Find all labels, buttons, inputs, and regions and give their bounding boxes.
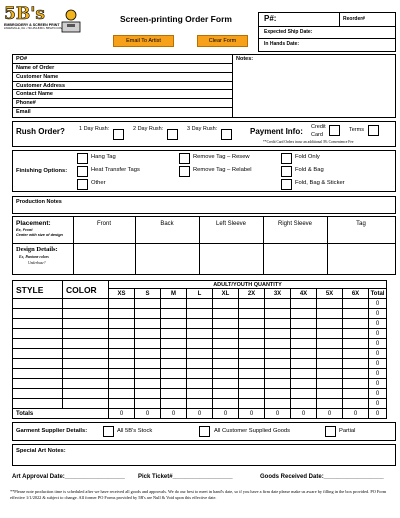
design-details-sub2: Underbase?: [28, 261, 46, 265]
placement-column-header: Front: [96, 221, 111, 227]
supplier-5bs-stock-checkbox[interactable]: [103, 426, 114, 437]
design-details-label: Design Details:: [16, 246, 58, 253]
quantity-cell[interactable]: [109, 339, 135, 349]
rush-option-label: 1 Day Rush:: [79, 126, 110, 132]
quantity-cell[interactable]: [135, 329, 161, 339]
quantity-cell[interactable]: [291, 359, 317, 369]
supplier-customer-goods-checkbox[interactable]: [199, 426, 210, 437]
column-total-cell: 0: [239, 409, 265, 419]
row-total-cell: 0: [369, 399, 387, 409]
quantity-cell[interactable]: [343, 399, 369, 409]
quantity-cell[interactable]: [291, 299, 317, 309]
quantity-cell[interactable]: [317, 309, 343, 319]
total-column-header: Total: [369, 289, 387, 299]
quantity-cell[interactable]: [213, 349, 239, 359]
quantity-cell[interactable]: [109, 359, 135, 369]
quantity-cell[interactable]: [161, 369, 187, 379]
quantity-cell[interactable]: [291, 389, 317, 399]
quantity-cell[interactable]: [265, 309, 291, 319]
quantity-cell[interactable]: [161, 399, 187, 409]
column-total-cell: 0: [265, 409, 291, 419]
quantity-cell[interactable]: [187, 349, 213, 359]
quantity-cell[interactable]: [317, 359, 343, 369]
customer-field-label: Contact Name: [16, 91, 53, 98]
quantity-cell[interactable]: [239, 399, 265, 409]
quantity-cell[interactable]: [239, 339, 265, 349]
table-row: [13, 329, 387, 339]
size-column-header: XL: [213, 289, 239, 299]
column-total-cell: 0: [187, 409, 213, 419]
size-column-header: 2X: [239, 289, 265, 299]
quantity-cell[interactable]: [161, 349, 187, 359]
table-row: [13, 379, 387, 389]
goods-received-date-field[interactable]: Goods Received Date:__________________: [260, 474, 384, 480]
production-notes-section[interactable]: [12, 196, 396, 214]
p-number-label: P#:: [264, 14, 277, 23]
design-details-sub1: Ex, Pantone colors: [19, 255, 49, 259]
quantity-cell[interactable]: [213, 369, 239, 379]
finishing-option-checkbox[interactable]: [281, 179, 292, 190]
color-cell[interactable]: [63, 309, 109, 319]
pick-ticket-field[interactable]: Pick Ticket#__________________: [138, 474, 233, 480]
customer-field-row[interactable]: [13, 55, 232, 64]
customer-field-label: Phone#: [16, 100, 36, 107]
size-quantity-table: [12, 280, 386, 419]
quantity-cell[interactable]: [343, 329, 369, 339]
quantity-cell[interactable]: [135, 379, 161, 389]
quantity-cell[interactable]: [109, 349, 135, 359]
quantity-cell[interactable]: [291, 329, 317, 339]
placement-column-header: Left Sleeve: [215, 221, 247, 227]
quantity-cell[interactable]: [239, 349, 265, 359]
quantity-cell[interactable]: [317, 399, 343, 409]
quantity-cell[interactable]: [135, 339, 161, 349]
size-column-header: 4X: [291, 289, 317, 299]
quantity-cell[interactable]: [161, 379, 187, 389]
finishing-option-label: Fold, Bag & Sticker: [295, 180, 345, 186]
style-cell[interactable]: [13, 389, 63, 399]
quantity-cell[interactable]: [213, 339, 239, 349]
quantity-cell[interactable]: [161, 329, 187, 339]
quantity-cell[interactable]: [291, 379, 317, 389]
email-artist-button[interactable]: [113, 35, 174, 47]
quantity-cell[interactable]: [135, 399, 161, 409]
quantity-cell[interactable]: [317, 349, 343, 359]
quantity-cell[interactable]: [187, 359, 213, 369]
quantity-cell[interactable]: [109, 319, 135, 329]
quantity-cell[interactable]: [343, 379, 369, 389]
quantity-cell[interactable]: [109, 379, 135, 389]
quantity-cell[interactable]: [187, 389, 213, 399]
column-total-cell: 0: [109, 409, 135, 419]
customer-field-row[interactable]: [13, 90, 232, 99]
terms-label: Terms: [349, 127, 364, 133]
quantity-cell[interactable]: [109, 309, 135, 319]
po-number-box[interactable]: [258, 12, 396, 52]
quantity-cell[interactable]: [161, 389, 187, 399]
quantity-cell[interactable]: [317, 379, 343, 389]
quantity-cell[interactable]: [213, 329, 239, 339]
quantity-cell[interactable]: [187, 399, 213, 409]
quantity-cell[interactable]: [265, 319, 291, 329]
ship-date-label: Expected Ship Date:: [259, 27, 395, 39]
finishing-option-label: Remove Tag – Relabel: [193, 167, 252, 173]
quantity-cell[interactable]: [187, 299, 213, 309]
customer-field-row[interactable]: [13, 73, 232, 82]
logo-address: ZANESVILLE, OH • 740-454-8453 • 5BSLTD.COM: [4, 27, 63, 30]
quantity-cell[interactable]: [161, 299, 187, 309]
quantity-cell[interactable]: [343, 299, 369, 309]
color-cell[interactable]: [63, 359, 109, 369]
garment-supplier-section: [12, 422, 396, 441]
hands-date-label: In Hands Date:: [264, 41, 300, 47]
notes-label: Notes:: [236, 56, 254, 62]
quantity-cell[interactable]: [213, 299, 239, 309]
credit-card-label-line2: Card: [311, 132, 323, 138]
quantity-cell[interactable]: [291, 369, 317, 379]
logo: [4, 4, 63, 34]
production-notes-label: Production Notes: [16, 199, 62, 205]
style-cell[interactable]: [13, 399, 63, 409]
totals-row: [13, 409, 387, 419]
color-cell[interactable]: [63, 329, 109, 339]
payment-note: **Credit Card Orders incur an additional 3% Convenience Fee: [263, 140, 354, 144]
row-total-cell: 0: [369, 369, 387, 379]
quantity-cell[interactable]: [135, 319, 161, 329]
row-total-cell: 0: [369, 339, 387, 349]
size-column-header: S: [135, 289, 161, 299]
quantity-cell[interactable]: [343, 369, 369, 379]
color-cell[interactable]: [63, 369, 109, 379]
quantity-cell[interactable]: [187, 379, 213, 389]
style-cell[interactable]: [13, 309, 63, 319]
quantity-cell[interactable]: [187, 369, 213, 379]
clear-form-button[interactable]: [197, 35, 248, 47]
quantity-cell[interactable]: [291, 319, 317, 329]
table-row: [13, 309, 387, 319]
customer-field-label: Email: [16, 109, 31, 116]
quantity-cell[interactable]: [161, 339, 187, 349]
placement-design-section: [12, 216, 396, 275]
page-title: Screen-printing Order Form: [120, 14, 232, 24]
row-total-cell: 0: [369, 379, 387, 389]
supplier-partial-label: Partial: [339, 428, 356, 434]
color-header: COLOR: [63, 281, 109, 299]
placement-column-header: Right Sleeve: [277, 221, 313, 227]
credit-card-checkbox[interactable]: [329, 125, 340, 136]
quantity-cell[interactable]: [213, 319, 239, 329]
special-art-notes-label: Special Art Notes:: [16, 448, 66, 454]
quantity-cell[interactable]: [161, 309, 187, 319]
rush-option-label: 2 Day Rush:: [133, 126, 164, 132]
finishing-option-label: Other: [91, 180, 106, 186]
table-row: [13, 399, 387, 409]
color-cell[interactable]: [63, 379, 109, 389]
footer-disclaimer: **Please note production time is scheduled after we have received all goods and approvals. We do our best to meet in hand's date, so if you have a firm date please make us aware by filling in the box provided. PO Form effective 1/1/2022 & subject to change. All former PO Forms provided by 5B's are Null & Void upon this effective date.: [10, 489, 387, 500]
column-total-cell: 0: [369, 409, 387, 419]
placement-sub2: Center with size of design: [16, 233, 63, 237]
table-row: [13, 339, 387, 349]
logo-figure-icon: [60, 8, 82, 34]
customer-field-row[interactable]: [13, 99, 232, 108]
quantity-cell[interactable]: [109, 329, 135, 339]
placement-label: Placement:: [16, 220, 51, 227]
table-row: [13, 319, 387, 329]
rush-option-label: 3 Day Rush:: [187, 126, 218, 132]
quantity-cell[interactable]: [213, 379, 239, 389]
quantity-cell[interactable]: [291, 399, 317, 409]
quantity-cell[interactable]: [135, 309, 161, 319]
quantity-cell[interactable]: [239, 299, 265, 309]
rush-option-checkbox[interactable]: [113, 129, 124, 140]
quantity-group-header: ADULT/YOUTH QUANTITY: [109, 281, 387, 289]
reorder-label: Reorder#: [343, 16, 365, 22]
quantity-cell[interactable]: [265, 299, 291, 309]
size-column-header: 5X: [317, 289, 343, 299]
placement-sub1: Ex, Front: [16, 228, 33, 232]
quantity-cell[interactable]: [265, 389, 291, 399]
quantity-cell[interactable]: [343, 359, 369, 369]
quantity-cell[interactable]: [291, 339, 317, 349]
quantity-cell[interactable]: [239, 369, 265, 379]
size-column-header: L: [187, 289, 213, 299]
style-header: STYLE: [13, 281, 63, 299]
quantity-cell[interactable]: [187, 309, 213, 319]
quantity-cell[interactable]: [239, 319, 265, 329]
color-cell[interactable]: [63, 389, 109, 399]
table-row: [13, 299, 387, 309]
finishing-option-checkbox[interactable]: [179, 166, 190, 177]
finishing-option-label: Heat Transfer Tags: [91, 167, 140, 173]
table-row: [13, 349, 387, 359]
size-column-header: 6X: [343, 289, 369, 299]
customer-field-label: Customer Name: [16, 73, 59, 80]
color-cell[interactable]: [63, 299, 109, 309]
column-total-cell: 0: [291, 409, 317, 419]
quantity-cell[interactable]: [343, 309, 369, 319]
table-row: [13, 389, 387, 399]
style-cell[interactable]: [13, 299, 63, 309]
quantity-cell[interactable]: [213, 389, 239, 399]
rush-order-label: Rush Order?: [16, 127, 65, 136]
logo-text: 5B's: [4, 4, 45, 24]
quantity-cell[interactable]: [213, 309, 239, 319]
finishing-option-label: Remove Tag – Resew: [193, 154, 250, 160]
customer-field-label: Name of Order: [16, 64, 55, 71]
quantity-cell[interactable]: [135, 369, 161, 379]
clear-form-label: Clear Form: [208, 38, 237, 44]
quantity-cell[interactable]: [109, 389, 135, 399]
finishing-option-label: Hang Tag: [91, 154, 116, 160]
column-total-cell: 0: [343, 409, 369, 419]
row-total-cell: 0: [369, 299, 387, 309]
customer-field-label: PO#: [16, 56, 28, 62]
style-cell[interactable]: [13, 349, 63, 359]
quantity-cell[interactable]: [213, 359, 239, 369]
quantity-cell[interactable]: [161, 319, 187, 329]
rush-option-checkbox[interactable]: [167, 129, 178, 140]
quantity-cell[interactable]: [239, 389, 265, 399]
table-row: [13, 359, 387, 369]
quantity-cell[interactable]: [265, 369, 291, 379]
quantity-cell[interactable]: [239, 329, 265, 339]
quantity-cell[interactable]: [135, 349, 161, 359]
quantity-cell[interactable]: [109, 399, 135, 409]
finishing-option-checkbox[interactable]: [77, 166, 88, 177]
customer-field-row[interactable]: [13, 82, 232, 91]
customer-field-row[interactable]: [13, 108, 232, 117]
customer-field-row[interactable]: [13, 64, 232, 73]
style-cell[interactable]: [13, 319, 63, 329]
quantity-cell[interactable]: [265, 329, 291, 339]
row-total-cell: 0: [369, 309, 387, 319]
quantity-cell[interactable]: [239, 379, 265, 389]
style-cell[interactable]: [13, 379, 63, 389]
quantity-cell[interactable]: [135, 359, 161, 369]
quantity-cell[interactable]: [109, 299, 135, 309]
rush-option-checkbox[interactable]: [221, 129, 232, 140]
quantity-cell[interactable]: [265, 359, 291, 369]
quantity-cell[interactable]: [135, 299, 161, 309]
quantity-cell[interactable]: [343, 389, 369, 399]
placement-column-header: Back: [160, 221, 174, 227]
quantity-cell[interactable]: [291, 309, 317, 319]
style-cell[interactable]: [13, 369, 63, 379]
totals-label: Totals: [13, 409, 109, 419]
art-approval-date-field[interactable]: Art Approval Date:__________________: [12, 474, 125, 480]
payment-info-label: Payment Info:: [250, 127, 303, 136]
garment-supplier-label: Garment Supplier Details:: [16, 428, 88, 434]
quantity-cell[interactable]: [135, 389, 161, 399]
quantity-cell[interactable]: [265, 399, 291, 409]
quantity-cell[interactable]: [213, 399, 239, 409]
quantity-cell[interactable]: [317, 389, 343, 399]
quantity-cell[interactable]: [291, 349, 317, 359]
quantity-cell[interactable]: [265, 339, 291, 349]
finishing-section: [12, 150, 396, 192]
table-row: [13, 369, 387, 379]
color-cell[interactable]: [63, 399, 109, 409]
supplier-5bs-stock-label: All 5B's Stock: [117, 428, 153, 434]
quantity-cell[interactable]: [317, 319, 343, 329]
supplier-partial-checkbox[interactable]: [325, 426, 336, 437]
quantity-cell[interactable]: [187, 319, 213, 329]
credit-card-label-line1: Credit: [311, 124, 326, 130]
row-total-cell: 0: [369, 329, 387, 339]
supplier-customer-goods-label: All Customer Supplied Goods: [214, 428, 291, 434]
size-column-header: XS: [109, 289, 135, 299]
finishing-option-label: Fold Only: [295, 154, 320, 160]
quantity-cell[interactable]: [317, 299, 343, 309]
quantity-cell[interactable]: [317, 329, 343, 339]
finishing-option-label: Fold & Bag: [295, 167, 324, 173]
size-column-header: M: [161, 289, 187, 299]
email-artist-label: Email To Artist: [126, 38, 161, 44]
color-cell[interactable]: [63, 349, 109, 359]
size-column-header: 3X: [265, 289, 291, 299]
column-total-cell: 0: [213, 409, 239, 419]
quantity-cell[interactable]: [317, 369, 343, 379]
logo-subtitle: EMBROIDERY & SCREEN PRINT: [4, 23, 60, 27]
customer-info-section: [12, 54, 396, 118]
column-total-cell: 0: [135, 409, 161, 419]
quantity-cell[interactable]: [239, 359, 265, 369]
style-cell[interactable]: [13, 339, 63, 349]
quantity-cell[interactable]: [187, 329, 213, 339]
quantity-cell[interactable]: [187, 339, 213, 349]
finishing-label: Finishing Options:: [16, 168, 68, 174]
finishing-option-checkbox[interactable]: [281, 153, 292, 164]
column-total-cell: 0: [161, 409, 187, 419]
rush-payment-section: [12, 121, 396, 147]
color-cell[interactable]: [63, 339, 109, 349]
placement-column-header: Tag: [356, 221, 366, 227]
quantity-cell[interactable]: [239, 309, 265, 319]
row-total-cell: 0: [369, 359, 387, 369]
special-art-notes-section[interactable]: [12, 444, 396, 466]
quantity-cell[interactable]: [109, 369, 135, 379]
quantity-cell[interactable]: [265, 349, 291, 359]
quantity-cell[interactable]: [343, 339, 369, 349]
style-cell[interactable]: [13, 359, 63, 369]
terms-checkbox[interactable]: [368, 125, 379, 136]
finishing-option-checkbox[interactable]: [281, 166, 292, 177]
quantity-cell[interactable]: [317, 339, 343, 349]
quantity-cell[interactable]: [343, 349, 369, 359]
style-cell[interactable]: [13, 329, 63, 339]
quantity-cell[interactable]: [161, 359, 187, 369]
finishing-option-checkbox[interactable]: [77, 179, 88, 190]
finishing-option-checkbox[interactable]: [77, 153, 88, 164]
quantity-cell[interactable]: [265, 379, 291, 389]
column-total-cell: 0: [317, 409, 343, 419]
row-total-cell: 0: [369, 349, 387, 359]
customer-field-label: Customer Address: [16, 82, 66, 89]
quantity-cell[interactable]: [343, 319, 369, 329]
row-total-cell: 0: [369, 319, 387, 329]
row-total-cell: 0: [369, 389, 387, 399]
color-cell[interactable]: [63, 319, 109, 329]
finishing-option-checkbox[interactable]: [179, 153, 190, 164]
